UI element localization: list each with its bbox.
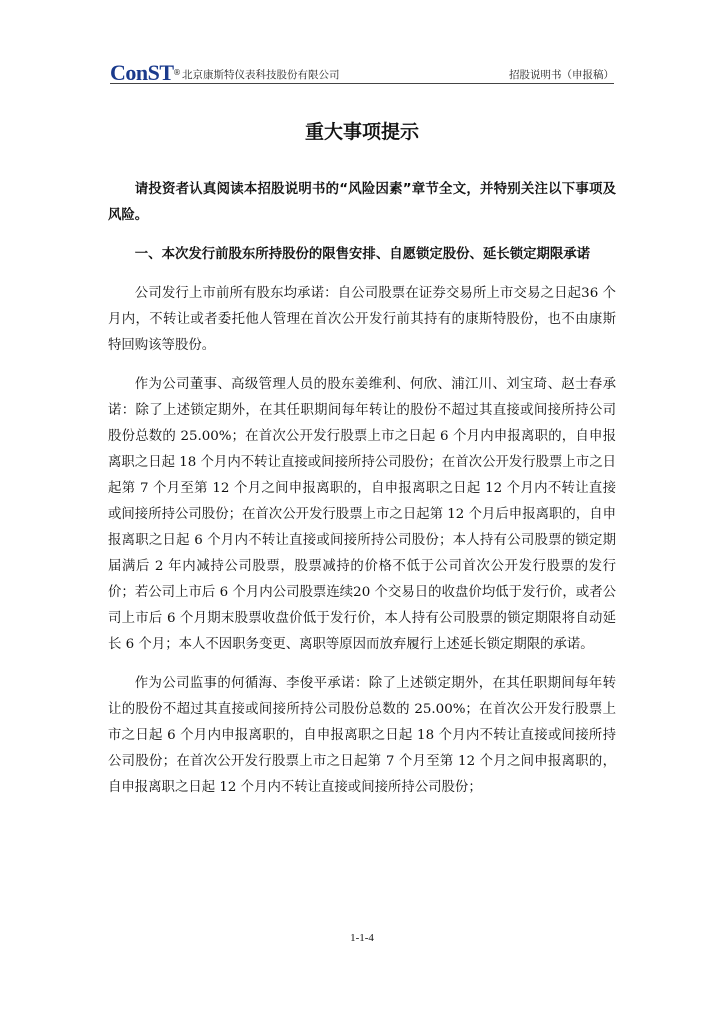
- body-paragraph: 作为公司董事、高级管理人员的股东姜维利、何欣、浦江川、刘宝琦、赵士春承诺：除了上述锁定期外，在其任职期间每年转让的股份不超过其直接或间接所持公司股份总数的 25.00%；在首次公开发行股票上市之日起 6 个月内申报离职的，自申报离职之日起 18 个月内不转让直接或间接所持公司股份；在首次公开发行股票上市之日起第 7 个月至第 12 个月之间申报离职的，自申报离职之日起 12 个月内不转让直接或间接所持公司股份；在首次公开发行股票上市之日起第 12 个月后申报离职的，自申报离职之日起 6 个月内不转让直接或间接所持公司股份；本人持有公司股票的锁定期届满后 2 年内减持公司股票，股票减持的价格不低于公司首次公开发行股票的发行价；若公司上市后 6 个月内公司股票连续20 个交易日的收盘价均低于发行价，或者公司上市后 6 个月期末股票收盘价低于发行价，本人持有公司股票的锁定期限将自动延长 6 个月；本人不因职务变更、离职等原因而放弃履行上述延长锁定期限的承诺。: [108, 377, 616, 652]
- header-divider: [110, 83, 614, 84]
- body-paragraph: 公司发行上市前所有股东均承诺：自公司股票在证券交易所上市交易之日起36 个月内，不转让或者委托他人管理在首次公开发行前其持有的康斯特股份，也不由康斯特回购该等股份。: [108, 286, 616, 353]
- registered-mark: ®: [173, 68, 181, 77]
- intro-paragraph: 请投资者认真阅读本招股说明书的“风险因素”章节全文，并特别关注以下事项及风险。: [108, 182, 616, 223]
- section-heading: 一、本次发行前股东所持股份的限售安排、自愿锁定股份、延长锁定期限承诺: [134, 247, 591, 262]
- body-content: [108, 177, 616, 801]
- page-number: 1-1-4: [350, 932, 374, 944]
- body-paragraph: 作为公司监事的何循海、李俊平承诺：除了上述锁定期外，在其任职期间每年转让的股份不超过其直接或间接所持公司股份总数的 25.00%；在首次公开发行股票上市之日起 6 个月内申报离职的，自申报离职之日起 18 个月内不转让直接或间接所持公司股份；在首次公开发行股票上市之日起第 7 个月至第 12 个月之间申报离职的，自申报离职之日起 12 个月内不转让直接或间接所持公司股份；: [108, 676, 616, 795]
- document-title: 招股说明书（申报稿）: [509, 69, 614, 81]
- company-name: 北京康斯特仪表科技股份有限公司: [182, 69, 340, 81]
- const-logo: ConST: [110, 60, 174, 85]
- page-title: 重大事项提示: [304, 121, 419, 143]
